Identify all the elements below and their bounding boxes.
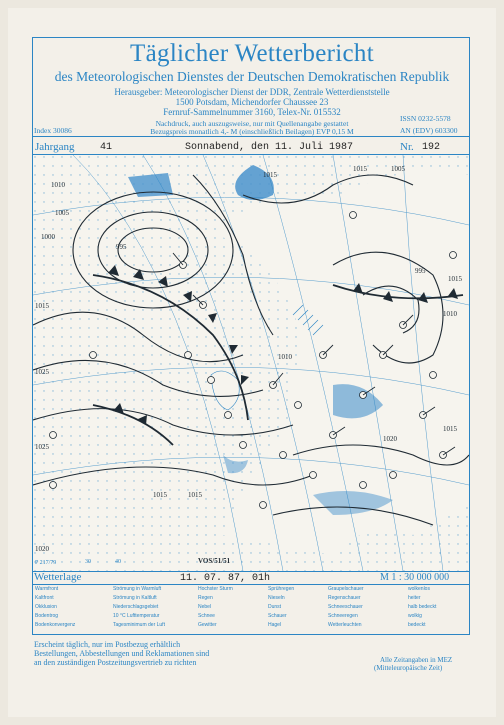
issue-nr-value: 192 bbox=[422, 142, 441, 153]
address-line: 1500 Potsdam, Michendorfer Chaussee 23 bbox=[175, 97, 329, 107]
footer-line: Bestellungen, Abbestellungen und Reklamationen sind bbox=[34, 649, 210, 658]
time-note: (Mitteleuropäische Zeit) bbox=[374, 664, 443, 672]
legend-item: Hagel bbox=[268, 622, 282, 628]
legend-item: Schnee bbox=[198, 613, 215, 619]
pressure-label: 1015 bbox=[35, 302, 49, 310]
legend-item: Bodentrog bbox=[35, 613, 59, 619]
header-rule-top bbox=[32, 136, 470, 137]
map-scale: M 1 : 30 000 000 bbox=[380, 572, 450, 583]
legend-item: Schauer bbox=[268, 613, 287, 619]
pressure-label: 995 bbox=[415, 267, 426, 275]
legend-item: wolkenlos bbox=[408, 586, 430, 592]
pressure-label: 1015 bbox=[443, 425, 457, 433]
legend-item: Dunst bbox=[268, 604, 282, 610]
pressure-label: 1010 bbox=[51, 181, 65, 189]
pressure-label: 995 bbox=[116, 243, 127, 251]
weather-map-svg bbox=[33, 155, 469, 571]
pressure-label: 1010 bbox=[443, 310, 457, 318]
pressure-label: 1015 bbox=[188, 491, 202, 499]
legend-item: Graupelschauer bbox=[328, 586, 364, 592]
legend-item: Hochster Sturm bbox=[198, 586, 233, 592]
legend-item: bedeckt bbox=[408, 622, 426, 628]
pressure-label: 1005 bbox=[391, 165, 405, 173]
page-subtitle: des Meteorologischen Dienstes der Deutschen Demokratischen Republik bbox=[54, 69, 450, 84]
price-line: Bezugspreis monatlich 4,- M (einschließlich Beilagen) EVP 0,15 M bbox=[150, 127, 354, 136]
legend-item: Okklusion bbox=[35, 604, 57, 610]
pressure-label: 1015 bbox=[263, 171, 277, 179]
footer-line: Erscheint täglich, nur im Postbezug erhältlich bbox=[34, 640, 181, 649]
jahrgang-label: Jahrgang bbox=[35, 141, 75, 153]
pressure-label: 1005 bbox=[55, 209, 69, 217]
weather-map bbox=[33, 155, 469, 571]
pressure-label: 1020 bbox=[35, 545, 49, 553]
legend-item: Strömung in Kaltluft bbox=[113, 595, 157, 601]
legend-item: Nieseln bbox=[268, 595, 285, 601]
publisher-line: Herausgeber: Meteorologischer Dienst der DDR, Zentrale Wetterdienststelle bbox=[114, 87, 390, 97]
footer-line: an den zuständigen Postzeitungsvertrieb zu richten bbox=[34, 658, 197, 667]
jahrgang-value: 41 bbox=[100, 142, 113, 153]
legend-item: Wetterleuchten bbox=[328, 622, 362, 628]
grid-label: 40 bbox=[115, 559, 121, 565]
legend-item: Sprühregen bbox=[268, 586, 295, 592]
legend-item: Nebel bbox=[198, 604, 212, 610]
legend-item: Gewitter bbox=[198, 622, 217, 628]
legend-item: wolkig bbox=[408, 613, 422, 619]
grid-label: 30 bbox=[85, 559, 91, 565]
legend-item: Regenschauer bbox=[328, 595, 361, 601]
pressure-label: 1010 bbox=[278, 353, 292, 361]
phone-line: Fernruf-Sammelnummer 3160, Telex-Nr. 015532 bbox=[163, 107, 341, 117]
pressure-label: 1015 bbox=[448, 275, 462, 283]
time-note: Alle Zeitangaben in MEZ bbox=[380, 656, 453, 664]
pressure-label: 1015 bbox=[153, 491, 167, 499]
issn-number: ISSN 0232-5578 bbox=[400, 114, 451, 123]
issue-nr-label: Nr. bbox=[400, 141, 414, 153]
pressure-label: 1015 bbox=[353, 165, 367, 173]
map-stamp: VOS/51/51 bbox=[198, 557, 231, 565]
wetterlage-time: 11. 07. 87, 01h bbox=[180, 573, 271, 584]
pressure-label: 1025 bbox=[35, 368, 49, 376]
legend-item: Kaltfront bbox=[35, 595, 54, 601]
page-title: Täglicher Wetterbericht bbox=[130, 40, 374, 67]
pressure-label: 1000 bbox=[41, 233, 55, 241]
legend-item: Warmfront bbox=[35, 586, 59, 592]
legend-item: Strömung in Warmluft bbox=[113, 586, 162, 592]
wetterlage-label: Wetterlage bbox=[34, 571, 82, 583]
an-number: AN (EDV) 603300 bbox=[400, 126, 458, 135]
legend-item: Schneeregen bbox=[328, 613, 358, 619]
legend-item: Schneeschauer bbox=[328, 604, 363, 610]
legend-item: Niederschlagsgebiet bbox=[113, 604, 159, 610]
map-legend bbox=[33, 584, 469, 636]
legend-item: 10 °C Lufttemperatur bbox=[113, 613, 160, 619]
reprint-line: Nachdruck, auch auszugsweise, nur mit Quellenangabe gestattet bbox=[155, 119, 349, 128]
legend-item: heiter bbox=[408, 595, 421, 601]
legend-item: halb bedeckt bbox=[408, 604, 437, 610]
legend-item: Regen bbox=[198, 595, 213, 601]
legend-item: Bodenkonvergenz bbox=[35, 622, 76, 628]
legend-item: Tagesminimum der Luft bbox=[113, 622, 165, 628]
map-code: P 217/79 bbox=[35, 560, 57, 566]
pressure-label: 1020 bbox=[383, 435, 397, 443]
issue-date: Sonnabend, den 11. Juli 1987 bbox=[185, 142, 354, 153]
pressure-label: 1025 bbox=[35, 443, 49, 451]
index-number: Index 30086 bbox=[34, 126, 72, 135]
